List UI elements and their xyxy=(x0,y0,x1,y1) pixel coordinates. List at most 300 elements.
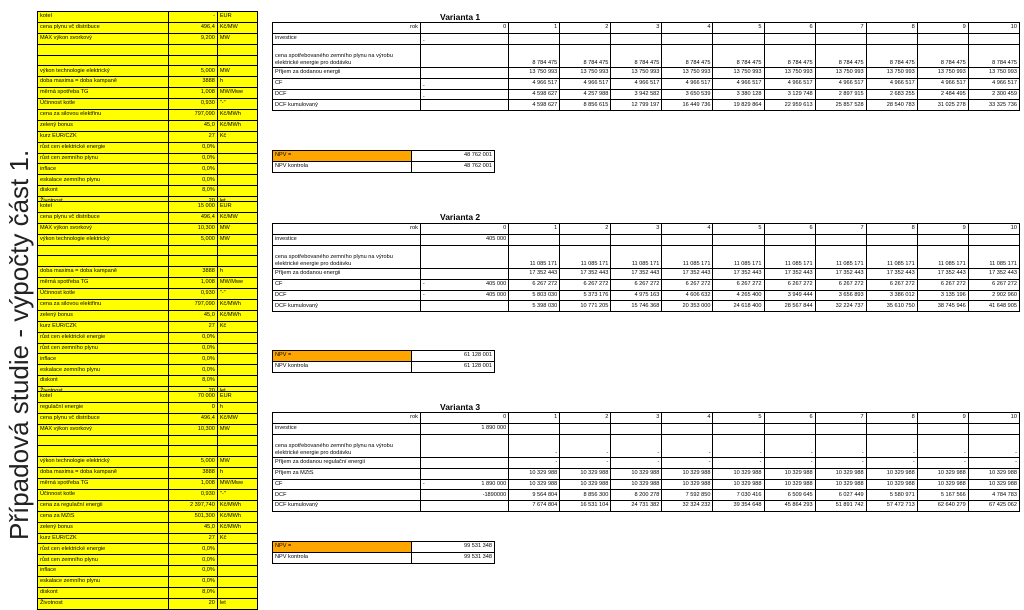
year-8-cell: 8 xyxy=(866,224,917,235)
dash-mark: - xyxy=(422,291,425,298)
param-value: 1,008 xyxy=(169,479,218,490)
param-label: doba maxima = doba kampaně xyxy=(38,468,169,479)
param-row xyxy=(38,435,258,446)
param-unit: Kč/MWh xyxy=(217,300,257,311)
year-2-cell: - xyxy=(560,434,611,457)
param-label: doba maxima = doba kampaně xyxy=(38,267,169,278)
param-value: 0,0% xyxy=(169,544,218,555)
param-unit: "-" xyxy=(217,99,257,110)
param-row xyxy=(38,245,258,256)
param-unit: Kč xyxy=(217,533,257,544)
year-10-cell: 10 xyxy=(968,224,1019,235)
cashflow-row xyxy=(273,423,1020,434)
param-row xyxy=(38,55,258,66)
param-label: eskalace zemního plynu xyxy=(38,175,169,186)
param-row xyxy=(38,256,258,267)
year-3-cell: 12 799 197 xyxy=(611,100,662,111)
year-7-cell: 7 xyxy=(815,23,866,34)
year-4-cell: 3 650 539 xyxy=(662,89,713,100)
year-2-cell: 4 966 517 xyxy=(560,78,611,89)
param-label: Účinnost kotle xyxy=(38,99,169,110)
year-2-cell: 8 856 615 xyxy=(560,100,611,111)
year-9-cell xyxy=(917,234,968,245)
year-8-cell: 13 750 993 xyxy=(866,67,917,78)
investment-cell xyxy=(420,245,508,268)
param-unit: Kč/MW xyxy=(217,212,257,223)
year-6-cell: 6 xyxy=(764,413,815,424)
year-10-cell: 2 902 960 xyxy=(968,290,1019,301)
year-9-cell: 17 352 443 xyxy=(917,268,968,279)
param-row xyxy=(38,22,258,33)
param-row xyxy=(38,365,258,376)
year-8-cell: 8 xyxy=(866,413,917,424)
dash-mark: - xyxy=(422,82,425,89)
year-3-cell: 4 975 163 xyxy=(611,290,662,301)
param-value: 20 xyxy=(169,598,218,609)
year-10-cell xyxy=(968,423,1019,434)
cashflow-row xyxy=(273,479,1020,490)
param-unit xyxy=(217,256,257,267)
cashflow-row xyxy=(273,245,1020,268)
year-6-cell: 8 784 475 xyxy=(764,44,815,67)
year-1-cell: 6 267 272 xyxy=(509,279,560,290)
dash-mark: - xyxy=(422,37,425,44)
year-9-cell: 9 xyxy=(917,23,968,34)
year-3-cell xyxy=(611,33,662,44)
year-3-cell: 15 746 368 xyxy=(611,301,662,312)
param-value: 0,0% xyxy=(169,365,217,376)
year-3-cell xyxy=(611,423,662,434)
param-unit: h xyxy=(217,77,257,88)
year-9-cell: 6 267 272 xyxy=(917,279,968,290)
param-label: eskalace zemního plynu xyxy=(38,577,169,588)
year-5-cell: 10 329 988 xyxy=(713,468,764,479)
varianta-2-npv xyxy=(272,350,495,373)
param-row xyxy=(38,110,258,121)
param-unit xyxy=(217,175,257,186)
varianta-1-cashflow-table xyxy=(272,22,1020,111)
year-5-cell: 8 784 475 xyxy=(713,44,764,67)
row-label: cena spotřebovaného zemního plynu na výrobu elektrické energie pro dodávku xyxy=(273,434,421,457)
year-9-cell: 9 xyxy=(917,224,968,235)
row-label: CF xyxy=(273,479,421,490)
varianta-3-title: Varianta 3 xyxy=(440,402,481,412)
cashflow-row xyxy=(273,457,1020,468)
year-5-cell xyxy=(713,33,764,44)
param-row xyxy=(38,234,258,245)
param-unit: MW xyxy=(217,457,257,468)
year-2-cell: 2 xyxy=(560,413,611,424)
year-4-cell: 16 449 736 xyxy=(662,100,713,111)
param-label: růst cen zemního plynu xyxy=(38,555,169,566)
year-10-cell: 2 300 459 xyxy=(968,89,1019,100)
year-10-cell: 4 966 517 xyxy=(968,78,1019,89)
param-row xyxy=(38,522,258,533)
param-value: 9,200 xyxy=(169,33,217,44)
year-5-cell: 17 352 443 xyxy=(713,268,764,279)
year-9-cell xyxy=(917,423,968,434)
param-label: regulační energie xyxy=(38,402,169,413)
param-value: 10,300 xyxy=(169,424,218,435)
year-10-cell: 17 352 443 xyxy=(968,268,1019,279)
year-1-cell: 1 xyxy=(509,413,560,424)
year-7-cell: 7 xyxy=(815,413,866,424)
year-5-cell: 11 085 171 xyxy=(713,245,764,268)
param-unit xyxy=(217,555,257,566)
param-unit xyxy=(217,55,257,66)
param-unit xyxy=(217,566,257,577)
param-unit: Kč xyxy=(217,131,257,142)
year-1-cell: 7 674 804 xyxy=(509,501,560,512)
year-10-cell xyxy=(968,234,1019,245)
npv-check-row xyxy=(273,552,495,563)
param-value: 1,008 xyxy=(169,88,217,99)
param-label: kotel xyxy=(38,202,169,213)
year-4-cell: 32 324 232 xyxy=(662,501,713,512)
year-5-cell xyxy=(713,423,764,434)
year-6-cell xyxy=(764,33,815,44)
row-label: Příjem za dodanou regulační energii xyxy=(273,457,421,468)
year-2-cell xyxy=(560,423,611,434)
param-unit: MW/Mwe xyxy=(217,88,257,99)
param-value: 0 xyxy=(169,402,218,413)
investment-cell xyxy=(420,100,508,111)
param-row xyxy=(38,267,258,278)
svg-text:Případová studie - výpočty čás: Případová studie - výpočty část 1. xyxy=(4,149,34,540)
row-label: investice xyxy=(273,423,421,434)
param-row xyxy=(38,544,258,555)
param-label: cena za silovou elektřinu xyxy=(38,300,169,311)
varianta-2-cashflow-table xyxy=(272,223,1020,312)
param-unit xyxy=(217,544,257,555)
param-label: kotel xyxy=(38,12,169,23)
year-8-cell: 8 xyxy=(866,23,917,34)
param-value: - xyxy=(169,12,217,23)
row-label: cena spotřebovaného zemního plynu na výrobu elektrické energie pro dodávku xyxy=(273,245,421,268)
param-label: kurz EUR/CZK xyxy=(38,321,169,332)
param-unit: Kč/MWh xyxy=(217,120,257,131)
year-10-cell: 8 784 475 xyxy=(968,44,1019,67)
npv-label: NPV = xyxy=(273,542,412,553)
param-unit xyxy=(217,365,257,376)
year-1-cell: 10 329 988 xyxy=(509,468,560,479)
year-7-cell: 32 224 737 xyxy=(815,301,866,312)
year-6-cell: - xyxy=(764,434,815,457)
param-unit: Kč/MWh xyxy=(217,511,257,522)
year-2-cell: 6 267 272 xyxy=(560,279,611,290)
year-3-cell: 3 xyxy=(611,23,662,34)
row-label: DCF kumulovaný xyxy=(273,301,421,312)
param-unit: Kč xyxy=(217,321,257,332)
param-unit: MW xyxy=(217,223,257,234)
param-value: 3888 xyxy=(169,468,218,479)
param-value: 0,930 xyxy=(169,490,218,501)
param-label xyxy=(38,435,169,446)
year-3-cell: 8 200 278 xyxy=(611,490,662,501)
param-unit xyxy=(217,376,257,387)
investment-cell xyxy=(420,301,508,312)
year-4-cell: 11 085 171 xyxy=(662,245,713,268)
year-5-cell: - xyxy=(713,457,764,468)
param-row xyxy=(38,131,258,142)
param-unit: MW xyxy=(217,33,257,44)
year-8-cell: 17 352 443 xyxy=(866,268,917,279)
param-unit: MW xyxy=(217,234,257,245)
param-value: 27 xyxy=(169,321,217,332)
varianta-1-npv xyxy=(272,150,495,173)
year-5-cell: 24 618 400 xyxy=(713,301,764,312)
year-4-cell: - xyxy=(662,457,713,468)
npv-row xyxy=(273,351,495,362)
year-9-cell: 2 484 495 xyxy=(917,89,968,100)
param-row xyxy=(38,354,258,365)
param-unit: Kč/MWh xyxy=(217,522,257,533)
investment-cell xyxy=(420,501,508,512)
investment-cell: -1890000 xyxy=(420,490,508,501)
param-value: 70 000 xyxy=(169,392,218,403)
year-5-cell: 3 380 128 xyxy=(713,89,764,100)
npv-check-label: NPV kontrola xyxy=(273,161,412,172)
year-1-cell: 5 803 030 xyxy=(509,290,560,301)
year-7-cell: - xyxy=(815,434,866,457)
param-label: cena za regulační energii xyxy=(38,500,169,511)
param-unit: Kč/MW xyxy=(217,22,257,33)
param-row xyxy=(38,343,258,354)
year-4-cell: - xyxy=(662,434,713,457)
year-9-cell: - xyxy=(917,434,968,457)
param-row xyxy=(38,99,258,110)
cashflow-row xyxy=(273,23,1020,34)
param-value: 496,4 xyxy=(169,22,217,33)
param-unit: h xyxy=(217,402,257,413)
param-value: 2 397,740 xyxy=(169,500,218,511)
varianta-3-parameters xyxy=(37,391,258,610)
param-row xyxy=(38,300,258,311)
year-7-cell: 17 352 443 xyxy=(815,268,866,279)
param-value: 5,000 xyxy=(169,457,218,468)
year-7-cell: 13 750 993 xyxy=(815,67,866,78)
param-value: 3888 xyxy=(169,77,217,88)
npv-value: 48 762 001 xyxy=(412,151,495,162)
param-unit xyxy=(217,44,257,55)
investment-value: 405 000 xyxy=(485,280,507,287)
year-6-cell: 28 567 844 xyxy=(764,301,815,312)
param-unit: let xyxy=(217,598,257,609)
cashflow-row xyxy=(273,468,1020,479)
param-unit: Kč/MWh xyxy=(217,500,257,511)
investment-cell xyxy=(420,468,508,479)
cashflow-row xyxy=(273,234,1020,245)
row-label: Příjem za dodanou energii xyxy=(273,268,421,279)
param-row xyxy=(38,566,258,577)
param-value: 496,4 xyxy=(169,212,217,223)
investment-cell xyxy=(420,290,508,301)
year-1-cell: 5 398 030 xyxy=(509,301,560,312)
param-row xyxy=(38,533,258,544)
param-row xyxy=(38,66,258,77)
investment-cell xyxy=(420,78,508,89)
year-2-cell: 10 771 205 xyxy=(560,301,611,312)
param-unit: Kč/MWh xyxy=(217,310,257,321)
year-2-cell: 4 257 988 xyxy=(560,89,611,100)
param-value: 501,300 xyxy=(169,511,218,522)
year-7-cell: 3 656 893 xyxy=(815,290,866,301)
param-label: Účinnost kotle xyxy=(38,289,169,300)
year-8-cell: 28 540 783 xyxy=(866,100,917,111)
param-row xyxy=(38,88,258,99)
year-6-cell: 3 129 748 xyxy=(764,89,815,100)
param-unit: h xyxy=(217,468,257,479)
year-9-cell: 11 085 171 xyxy=(917,245,968,268)
param-label: cena plynu vč distribuce xyxy=(38,22,169,33)
param-row xyxy=(38,223,258,234)
cashflow-row xyxy=(273,89,1020,100)
year-6-cell: - xyxy=(764,457,815,468)
param-label: zelený bonus xyxy=(38,310,169,321)
param-unit: EUR xyxy=(217,392,257,403)
dash-mark: - xyxy=(422,280,425,287)
year-2-cell: 10 329 988 xyxy=(560,479,611,490)
year-7-cell: 25 857 528 xyxy=(815,100,866,111)
row-label: CF xyxy=(273,279,421,290)
param-value: 10,300 xyxy=(169,223,217,234)
year-1-cell: 17 352 443 xyxy=(509,268,560,279)
param-label: cena za MZtS xyxy=(38,511,169,522)
year-1-cell xyxy=(509,423,560,434)
year-7-cell xyxy=(815,423,866,434)
year-8-cell xyxy=(866,423,917,434)
year-8-cell: 10 329 988 xyxy=(866,468,917,479)
year-5-cell: 5 xyxy=(713,224,764,235)
param-unit xyxy=(217,153,257,164)
year-8-cell: - xyxy=(866,434,917,457)
year-2-cell: 2 xyxy=(560,224,611,235)
npv-label: NPV = xyxy=(273,151,412,162)
param-unit xyxy=(217,332,257,343)
param-label: inflace xyxy=(38,566,169,577)
investment-cell xyxy=(420,33,508,44)
npv-check-row xyxy=(273,161,495,172)
year-5-cell: - xyxy=(713,434,764,457)
year-6-cell xyxy=(764,423,815,434)
year-2-cell: 17 352 443 xyxy=(560,268,611,279)
year-6-cell: 10 329 988 xyxy=(764,479,815,490)
param-value: 797,090 xyxy=(169,110,217,121)
param-value: 0,0% xyxy=(169,555,218,566)
cashflow-row xyxy=(273,434,1020,457)
investment-cell: 1 890 000 xyxy=(420,423,508,434)
year-10-cell: - xyxy=(968,434,1019,457)
year-10-cell xyxy=(968,33,1019,44)
year-8-cell xyxy=(866,234,917,245)
param-row xyxy=(38,392,258,403)
year-1-cell: 10 329 988 xyxy=(509,479,560,490)
param-value: 0,0% xyxy=(169,566,218,577)
year-3-cell: - xyxy=(611,434,662,457)
param-row xyxy=(38,468,258,479)
year-4-cell: 4 xyxy=(662,224,713,235)
npv-row xyxy=(273,542,495,553)
year-7-cell xyxy=(815,33,866,44)
year-7-cell: 10 329 988 xyxy=(815,479,866,490)
param-row xyxy=(38,120,258,131)
param-label: měrná spotřeba TG xyxy=(38,88,169,99)
param-unit xyxy=(217,435,257,446)
param-label: růst cen elektrické energie xyxy=(38,142,169,153)
param-unit: Kč/MWh xyxy=(217,110,257,121)
param-label xyxy=(38,245,169,256)
param-row xyxy=(38,332,258,343)
year-1-cell: 4 598 627 xyxy=(509,100,560,111)
param-label: výkon technologie elektrický xyxy=(38,66,169,77)
param-value: 8,0% xyxy=(169,186,217,197)
year-6-cell: 13 750 993 xyxy=(764,67,815,78)
year-3-cell: 8 784 475 xyxy=(611,44,662,67)
param-label: inflace xyxy=(38,354,169,365)
cashflow-row xyxy=(273,413,1020,424)
npv-row xyxy=(273,151,495,162)
year-8-cell xyxy=(866,33,917,44)
year-10-cell: 41 648 905 xyxy=(968,301,1019,312)
cashflow-row xyxy=(273,100,1020,111)
param-value: 45,0 xyxy=(169,310,217,321)
param-value: 5,000 xyxy=(169,234,217,245)
param-label: kurz EUR/CZK xyxy=(38,533,169,544)
param-unit xyxy=(217,343,257,354)
year-5-cell: 4 265 400 xyxy=(713,290,764,301)
param-unit: MW/Mwe xyxy=(217,278,257,289)
param-value xyxy=(169,44,217,55)
param-unit: MW xyxy=(217,66,257,77)
param-value: 27 xyxy=(169,131,217,142)
param-row xyxy=(38,424,258,435)
param-value: 45,0 xyxy=(169,522,218,533)
param-unit xyxy=(217,245,257,256)
year-1-cell: 4 598 627 xyxy=(509,89,560,100)
row-label: investice xyxy=(273,33,421,44)
param-row xyxy=(38,310,258,321)
param-label: MAX výkon svorkový xyxy=(38,33,169,44)
varianta-1-title: Varianta 1 xyxy=(440,12,481,22)
year-2-cell: 8 784 475 xyxy=(560,44,611,67)
param-row xyxy=(38,142,258,153)
year-5-cell: 10 329 988 xyxy=(713,479,764,490)
param-unit: "-" xyxy=(217,490,257,501)
param-value: 1,008 xyxy=(169,278,217,289)
row-label: Příjem za MZtS xyxy=(273,468,421,479)
year-10-cell: 6 267 272 xyxy=(968,279,1019,290)
year-3-cell: 3 942 582 xyxy=(611,89,662,100)
param-label: cena plynu vč distribuce xyxy=(38,413,169,424)
cashflow-row xyxy=(273,33,1020,44)
param-row xyxy=(38,164,258,175)
year-9-cell: 10 329 988 xyxy=(917,468,968,479)
param-row xyxy=(38,289,258,300)
year-4-cell: 4 606 632 xyxy=(662,290,713,301)
param-label: inflace xyxy=(38,164,169,175)
year-10-cell: - xyxy=(968,457,1019,468)
year-8-cell: 4 966 517 xyxy=(866,78,917,89)
year-2-cell xyxy=(560,33,611,44)
param-row xyxy=(38,479,258,490)
year-3-cell: 6 267 272 xyxy=(611,279,662,290)
param-unit: h xyxy=(217,267,257,278)
param-row xyxy=(38,598,258,609)
year-4-cell xyxy=(662,33,713,44)
param-value: 45,0 xyxy=(169,120,217,131)
year-8-cell: 3 386 012 xyxy=(866,290,917,301)
investment-cell xyxy=(420,67,508,78)
